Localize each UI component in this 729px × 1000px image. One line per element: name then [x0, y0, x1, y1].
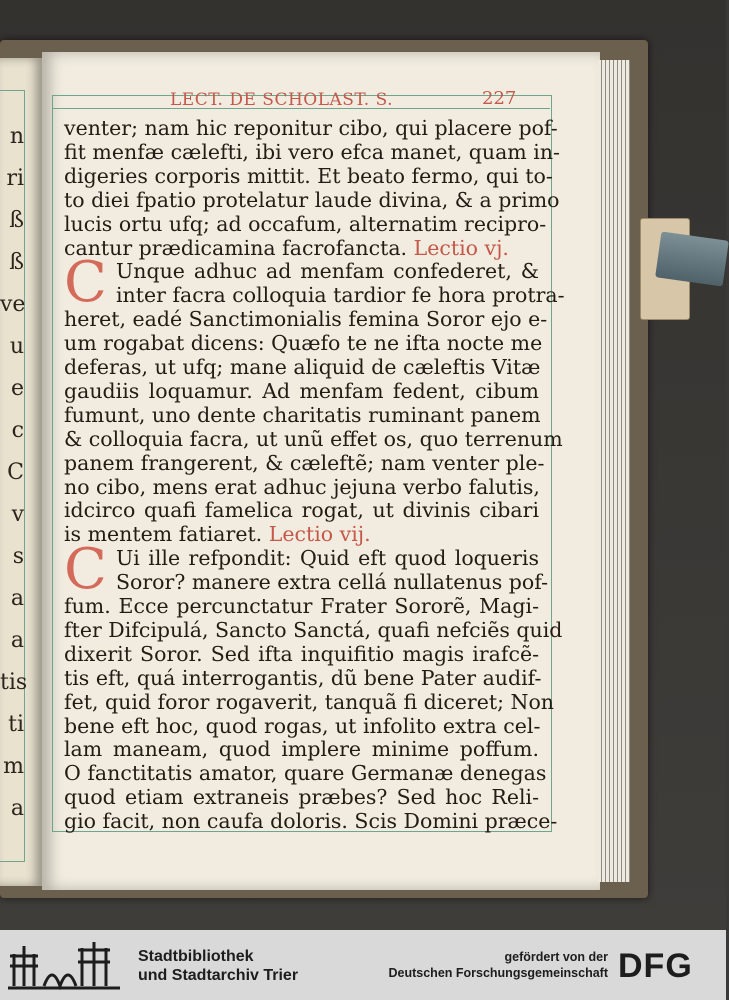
text-line-content: fumunt, uno dente charitatis ruminant panem: [64, 402, 541, 427]
text-line-content: tis eft, quá interrogantis, dũ bene Pater audif-: [64, 665, 542, 690]
facing-page-fragment: ti: [8, 712, 24, 737]
facing-page-fragment: ve: [0, 292, 26, 317]
text-line-content: fum. Ecce percunctatur Frater Sororẽ, Magi-: [64, 594, 539, 618]
text-line: [64, 498, 539, 522]
facing-page-fragment: ri: [6, 166, 24, 191]
text-line: [64, 426, 563, 451]
clasp-strap: [655, 231, 729, 286]
dfg-logo: DFG: [618, 947, 693, 985]
text-line-content: no cibo, mens erat adhuc jejuna verbo falutis,: [64, 474, 540, 499]
text-line-content: quod etiam extraneis præbes? Sed hoc Reli-: [64, 785, 539, 810]
facing-page-fragment: a: [10, 628, 24, 653]
text-line: [64, 594, 539, 618]
text-line: [64, 163, 553, 188]
text-line: [116, 283, 565, 308]
text-line: [64, 116, 558, 140]
funding-note-line2: Deutschen Forschungsgemeinschaft: [388, 966, 608, 980]
drop-initial: C: [64, 250, 107, 316]
text-line: [64, 737, 539, 761]
page-edges: [598, 60, 630, 882]
text-line-content: digeries corporis mittit. Et beato fermo, qui to-: [64, 163, 553, 188]
library-name-line1: Stadtbibliothek: [138, 948, 254, 965]
text-line-content: lucis ortu ufq; ad occafum, alternatim recipro-: [64, 211, 547, 236]
text-line: [64, 761, 547, 786]
text-line: [64, 714, 539, 738]
text-line: [64, 211, 547, 236]
facing-page-fragment: tis: [0, 670, 28, 695]
text-line: [64, 665, 542, 690]
funding-note-line1: gefördert von der: [504, 950, 608, 964]
text-line: [64, 642, 539, 666]
text-line-content: O fanctitatis amator, quare Germanæ denegas: [64, 761, 547, 786]
text-line: [64, 785, 539, 809]
text-line: [64, 689, 555, 714]
facing-page-fragment: c: [11, 418, 24, 443]
facing-page-fragment: m: [3, 754, 24, 779]
funding-note: [389, 949, 609, 981]
text-line-content: to diei fpatio protelatur laude divina, & a primo: [64, 187, 560, 212]
text-line: [116, 570, 549, 595]
text-line-content: dixerit Soror. Sed ifta inquifitio magis irafcẽ-: [64, 641, 539, 666]
text-line-content: cantur prædicamina facrofancta.: [64, 235, 408, 260]
text-line: [64, 187, 560, 212]
text-line-content: Unque adhuc ad menfam confederet, &: [116, 259, 539, 284]
text-line: [64, 236, 539, 260]
facing-page-fragment: u: [9, 334, 24, 359]
text-line: [64, 355, 539, 379]
text-line: [64, 809, 558, 834]
running-head: LECT. DE SCHOLAST. S.: [170, 90, 394, 110]
drop-initial: C: [64, 537, 107, 603]
text-line-content: lam maneam, quod implere minime poffum.: [64, 737, 539, 762]
text-line-content: fter Difcipulá, Sancto Sanctá, quafi nefciẽs quid: [64, 617, 563, 642]
facing-page-fragment: n: [9, 124, 24, 149]
lectio-rubric: Lectio vj.: [413, 235, 509, 260]
text-line-content: heret, eadé Sanctimonialis femina Soror ejo e-: [64, 307, 548, 332]
text-line-content: idcirco quafi famelica rogat, ut divinis cibari: [64, 498, 539, 523]
library-name: [138, 947, 298, 985]
facing-page-fragment: e: [10, 376, 24, 401]
text-line: [64, 475, 539, 499]
text-line-content: fet, quid foror rogaverit, tanquã fi diceret; Non: [64, 689, 555, 714]
text-line: [64, 307, 548, 332]
text-line: [116, 546, 539, 570]
facing-page-fragment: a: [10, 586, 24, 611]
page-number: 227: [482, 88, 517, 109]
text-line: [64, 331, 543, 356]
facing-page-fragment: C: [7, 460, 24, 485]
facing-page-fragment: s: [12, 544, 24, 569]
text-line-content: um rogabat dicens: Quæfo te ne ifta nocte me: [64, 331, 543, 356]
text-line-content: bene eft hoc, quod rogas, ut infolito extra cel-: [64, 713, 541, 738]
text-line-content: Ui ille refpondit: Quid eft quod loqueris: [116, 546, 539, 571]
text-line: [64, 139, 560, 164]
text-line-content: panem frangerent, & cæleftẽ; nam venter ple-: [64, 450, 545, 475]
facing-page-fragment: a: [10, 796, 24, 821]
text-line-content: venter; nam hic reponitur cibo, qui placere pof-: [64, 116, 558, 140]
text-line-content: gaudiis loquamur. Ad menfam fedent, cibum: [64, 378, 539, 403]
text-line: [64, 450, 545, 475]
text-line-content: gio facit, non caufa doloris. Scis Domini præce-: [64, 809, 558, 834]
library-name-line2: und Stadtarchiv Trier: [138, 967, 299, 984]
text-line-content: & colloquia facra, ut unũ effet os, quo terrenum: [64, 426, 563, 451]
text-line: [64, 379, 539, 403]
library-logo-icon: [8, 938, 126, 990]
text-line: [116, 259, 539, 283]
text-line-content: inter facra colloquia tardior fe hora protra-: [116, 283, 565, 308]
lectio-rubric: Lectio vij.: [268, 522, 371, 547]
text-line-content: Soror? manere extra cellá nullatenus pof-: [116, 570, 549, 595]
facing-page: [0, 58, 42, 886]
text-line: [64, 403, 539, 427]
text-line-content: deferas, ut ufq; mane aliquid de cæleftis Vitæ: [64, 355, 541, 379]
facing-page-fragment: ß: [9, 208, 24, 233]
text-line-content: fit menfæ cælefti, ibi vero efca manet, quam in-: [64, 139, 560, 164]
footer-banner: [0, 930, 726, 1000]
facing-page-fragment: v: [11, 502, 24, 527]
text-line-content: is mentem fatiaret.: [64, 522, 263, 547]
text-line: [64, 522, 539, 546]
text-line: [64, 617, 563, 642]
facing-page-fragment: ß: [9, 250, 24, 275]
